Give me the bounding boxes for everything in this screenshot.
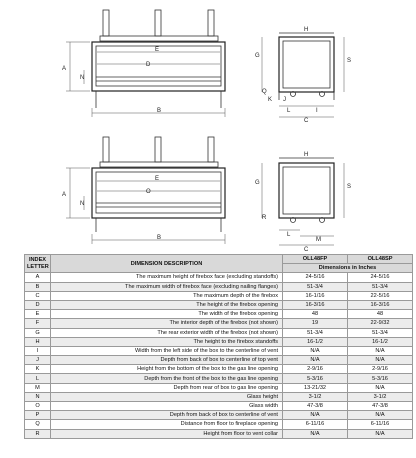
label-b: B (157, 108, 162, 114)
oll48sp-value-cell: 16-1/2 (348, 337, 413, 346)
label-l: L (287, 232, 291, 238)
index-letter-cell: J (25, 356, 51, 365)
index-letter-cell: N (25, 392, 51, 401)
oll48fp-value-cell: N/A (283, 429, 348, 438)
description-cell: Height from floor to vent collar (51, 429, 283, 438)
description-cell: Depth from the front of the box to the gas line opening (51, 374, 283, 383)
table-row (25, 319, 413, 328)
table-row (25, 310, 413, 319)
label-n: N (80, 201, 85, 207)
oll48sp-value-cell: N/A (348, 356, 413, 365)
label-g: G (255, 180, 260, 186)
oll48sp-value-cell: 2-9/16 (348, 365, 413, 374)
table-row (25, 346, 413, 355)
label-q: Q (262, 89, 267, 95)
description-cell: Glass width (51, 402, 283, 411)
description-cell: Depth from back of box to centerline of top vent (51, 356, 283, 365)
label-o: O (146, 189, 151, 195)
oll48fp-value-cell: N/A (283, 356, 348, 365)
index-letter-cell: L (25, 374, 51, 383)
oll48sp-value-cell: 48 (348, 310, 413, 319)
label-h: H (304, 152, 309, 158)
index-letter-cell: K (25, 365, 51, 374)
table-row (25, 374, 413, 383)
oll48sp-value-cell: 6-11/16 (348, 420, 413, 429)
header-index-letter: INDEX LETTER (25, 255, 51, 273)
label-b: B (157, 235, 162, 241)
dimension-table (24, 254, 413, 439)
oll48sp-value-cell: N/A (348, 411, 413, 420)
label-i: I (316, 108, 318, 114)
label-l: L (287, 108, 291, 114)
index-letter-cell: F (25, 319, 51, 328)
firebox-hood (100, 36, 218, 41)
oll48sp-value-cell: 51-3/4 (348, 328, 413, 337)
standoff-left (103, 137, 109, 162)
oll48fp-value-cell: 2-9/16 (283, 365, 348, 374)
side-body (279, 37, 334, 92)
label-a: A (62, 192, 67, 198)
label-s: S (347, 184, 352, 190)
oll48fp-value-cell: 16-1/16 (283, 291, 348, 300)
description-cell: Depth from back of box to centerline of vent (51, 411, 283, 420)
table-row (25, 429, 413, 438)
table-row (25, 291, 413, 300)
oll48sp-value-cell: 22-9/32 (348, 319, 413, 328)
standoff-right (208, 10, 214, 36)
label-k: K (268, 97, 273, 103)
label-m: M (316, 237, 321, 243)
index-letter-cell: M (25, 383, 51, 392)
table-row (25, 273, 413, 282)
label-r: R (262, 215, 267, 221)
index-letter-cell: I (25, 346, 51, 355)
firebox-hood (100, 162, 218, 167)
label-n: N (80, 75, 85, 81)
standoff-right (208, 137, 214, 162)
index-letter-cell: P (25, 411, 51, 420)
label-a: A (62, 66, 67, 72)
header-oll48sp: OLL48SP (348, 255, 413, 264)
oll48sp-value-cell: 3-1/2 (348, 392, 413, 401)
description-cell: The interior depth of the firebox (not shown) (51, 319, 283, 328)
description-cell: The height of the firebox opening (51, 300, 283, 309)
oll48fp-value-cell: 24-5/16 (283, 273, 348, 282)
index-letter-cell: O (25, 402, 51, 411)
index-letter-cell: R (25, 429, 51, 438)
oll48fp-value-cell: N/A (283, 346, 348, 355)
oll48sp-value-cell: 22-5/16 (348, 291, 413, 300)
oll48sp-value-cell: N/A (348, 346, 413, 355)
table-row (25, 356, 413, 365)
oll48sp-value-cell: 5-3/16 (348, 374, 413, 383)
index-letter-cell: B (25, 282, 51, 291)
description-cell: The height to the firebox standoffs (51, 337, 283, 346)
header-units: Dimensions in Inches (283, 264, 413, 273)
table-row (25, 300, 413, 309)
oll48sp-value-cell: 16-3/16 (348, 300, 413, 309)
oll48fp-value-cell: N/A (283, 411, 348, 420)
description-cell: Glass height (51, 392, 283, 401)
label-e: E (155, 47, 160, 53)
table-row (25, 392, 413, 401)
label-c: C (304, 118, 309, 124)
side-body (279, 163, 334, 218)
table-row (25, 383, 413, 392)
upper-side-view (255, 27, 351, 124)
oll48fp-value-cell: 6-11/16 (283, 420, 348, 429)
lower-front-view (62, 137, 225, 244)
standoff-center (155, 137, 161, 162)
oll48fp-value-cell: 51-3/4 (283, 328, 348, 337)
index-letter-cell: A (25, 273, 51, 282)
index-letter-cell: E (25, 310, 51, 319)
oll48sp-value-cell: 51-3/4 (348, 282, 413, 291)
header-oll48fp: OLL48FP (283, 255, 348, 264)
description-cell: The maximum depth of the firebox (51, 291, 283, 300)
oll48sp-value-cell: N/A (348, 383, 413, 392)
index-letter-cell: H (25, 337, 51, 346)
label-s: S (347, 58, 352, 64)
oll48fp-value-cell: 47-3/8 (283, 402, 348, 411)
label-e: E (155, 176, 160, 182)
label-j: J (283, 97, 286, 103)
table-row (25, 402, 413, 411)
oll48fp-value-cell: 51-3/4 (283, 282, 348, 291)
standoff-left (103, 10, 109, 36)
description-cell: The maximum height of firebox face (excluding standoffs) (51, 273, 283, 282)
oll48fp-value-cell: 16-3/16 (283, 300, 348, 309)
upper-front-view (62, 10, 225, 117)
oll48sp-value-cell: 47-3/8 (348, 402, 413, 411)
lower-side-view (255, 152, 351, 252)
oll48fp-value-cell: 3-1/2 (283, 392, 348, 401)
index-letter-cell: Q (25, 420, 51, 429)
label-d: D (146, 62, 151, 68)
oll48fp-value-cell: 48 (283, 310, 348, 319)
description-cell: The rear exterior width of the firebox (not shown) (51, 328, 283, 337)
description-cell: Distance from floor to fireplace opening (51, 420, 283, 429)
oll48fp-value-cell: 13-21/32 (283, 383, 348, 392)
table-row (25, 365, 413, 374)
oll48sp-value-cell: N/A (348, 429, 413, 438)
table-row (25, 282, 413, 291)
index-letter-cell: G (25, 328, 51, 337)
label-g: G (255, 53, 260, 59)
oll48sp-value-cell: 24-5/16 (348, 273, 413, 282)
table-row (25, 420, 413, 429)
description-cell: The maximum width of firebox face (excluding nailing flanges) (51, 282, 283, 291)
table-body (25, 273, 413, 438)
standoff-center (155, 10, 161, 36)
label-h: H (304, 27, 309, 33)
table-row (25, 411, 413, 420)
description-cell: Height from the bottom of the box to the gas line opening (51, 365, 283, 374)
description-cell: The width of the firebox opening (51, 310, 283, 319)
description-cell: Width from the left side of the box to the centerline of vent (51, 346, 283, 355)
label-c: C (304, 247, 309, 252)
header-dimension-description: DIMENSION DESCRIPTION (51, 255, 283, 273)
table-row (25, 337, 413, 346)
oll48fp-value-cell: 16-1/2 (283, 337, 348, 346)
index-letter-cell: C (25, 291, 51, 300)
oll48fp-value-cell: 5-3/16 (283, 374, 348, 383)
oll48fp-value-cell: 19 (283, 319, 348, 328)
index-letter-cell: D (25, 300, 51, 309)
table-row (25, 328, 413, 337)
description-cell: Depth from rear of box to gas line opening (51, 383, 283, 392)
